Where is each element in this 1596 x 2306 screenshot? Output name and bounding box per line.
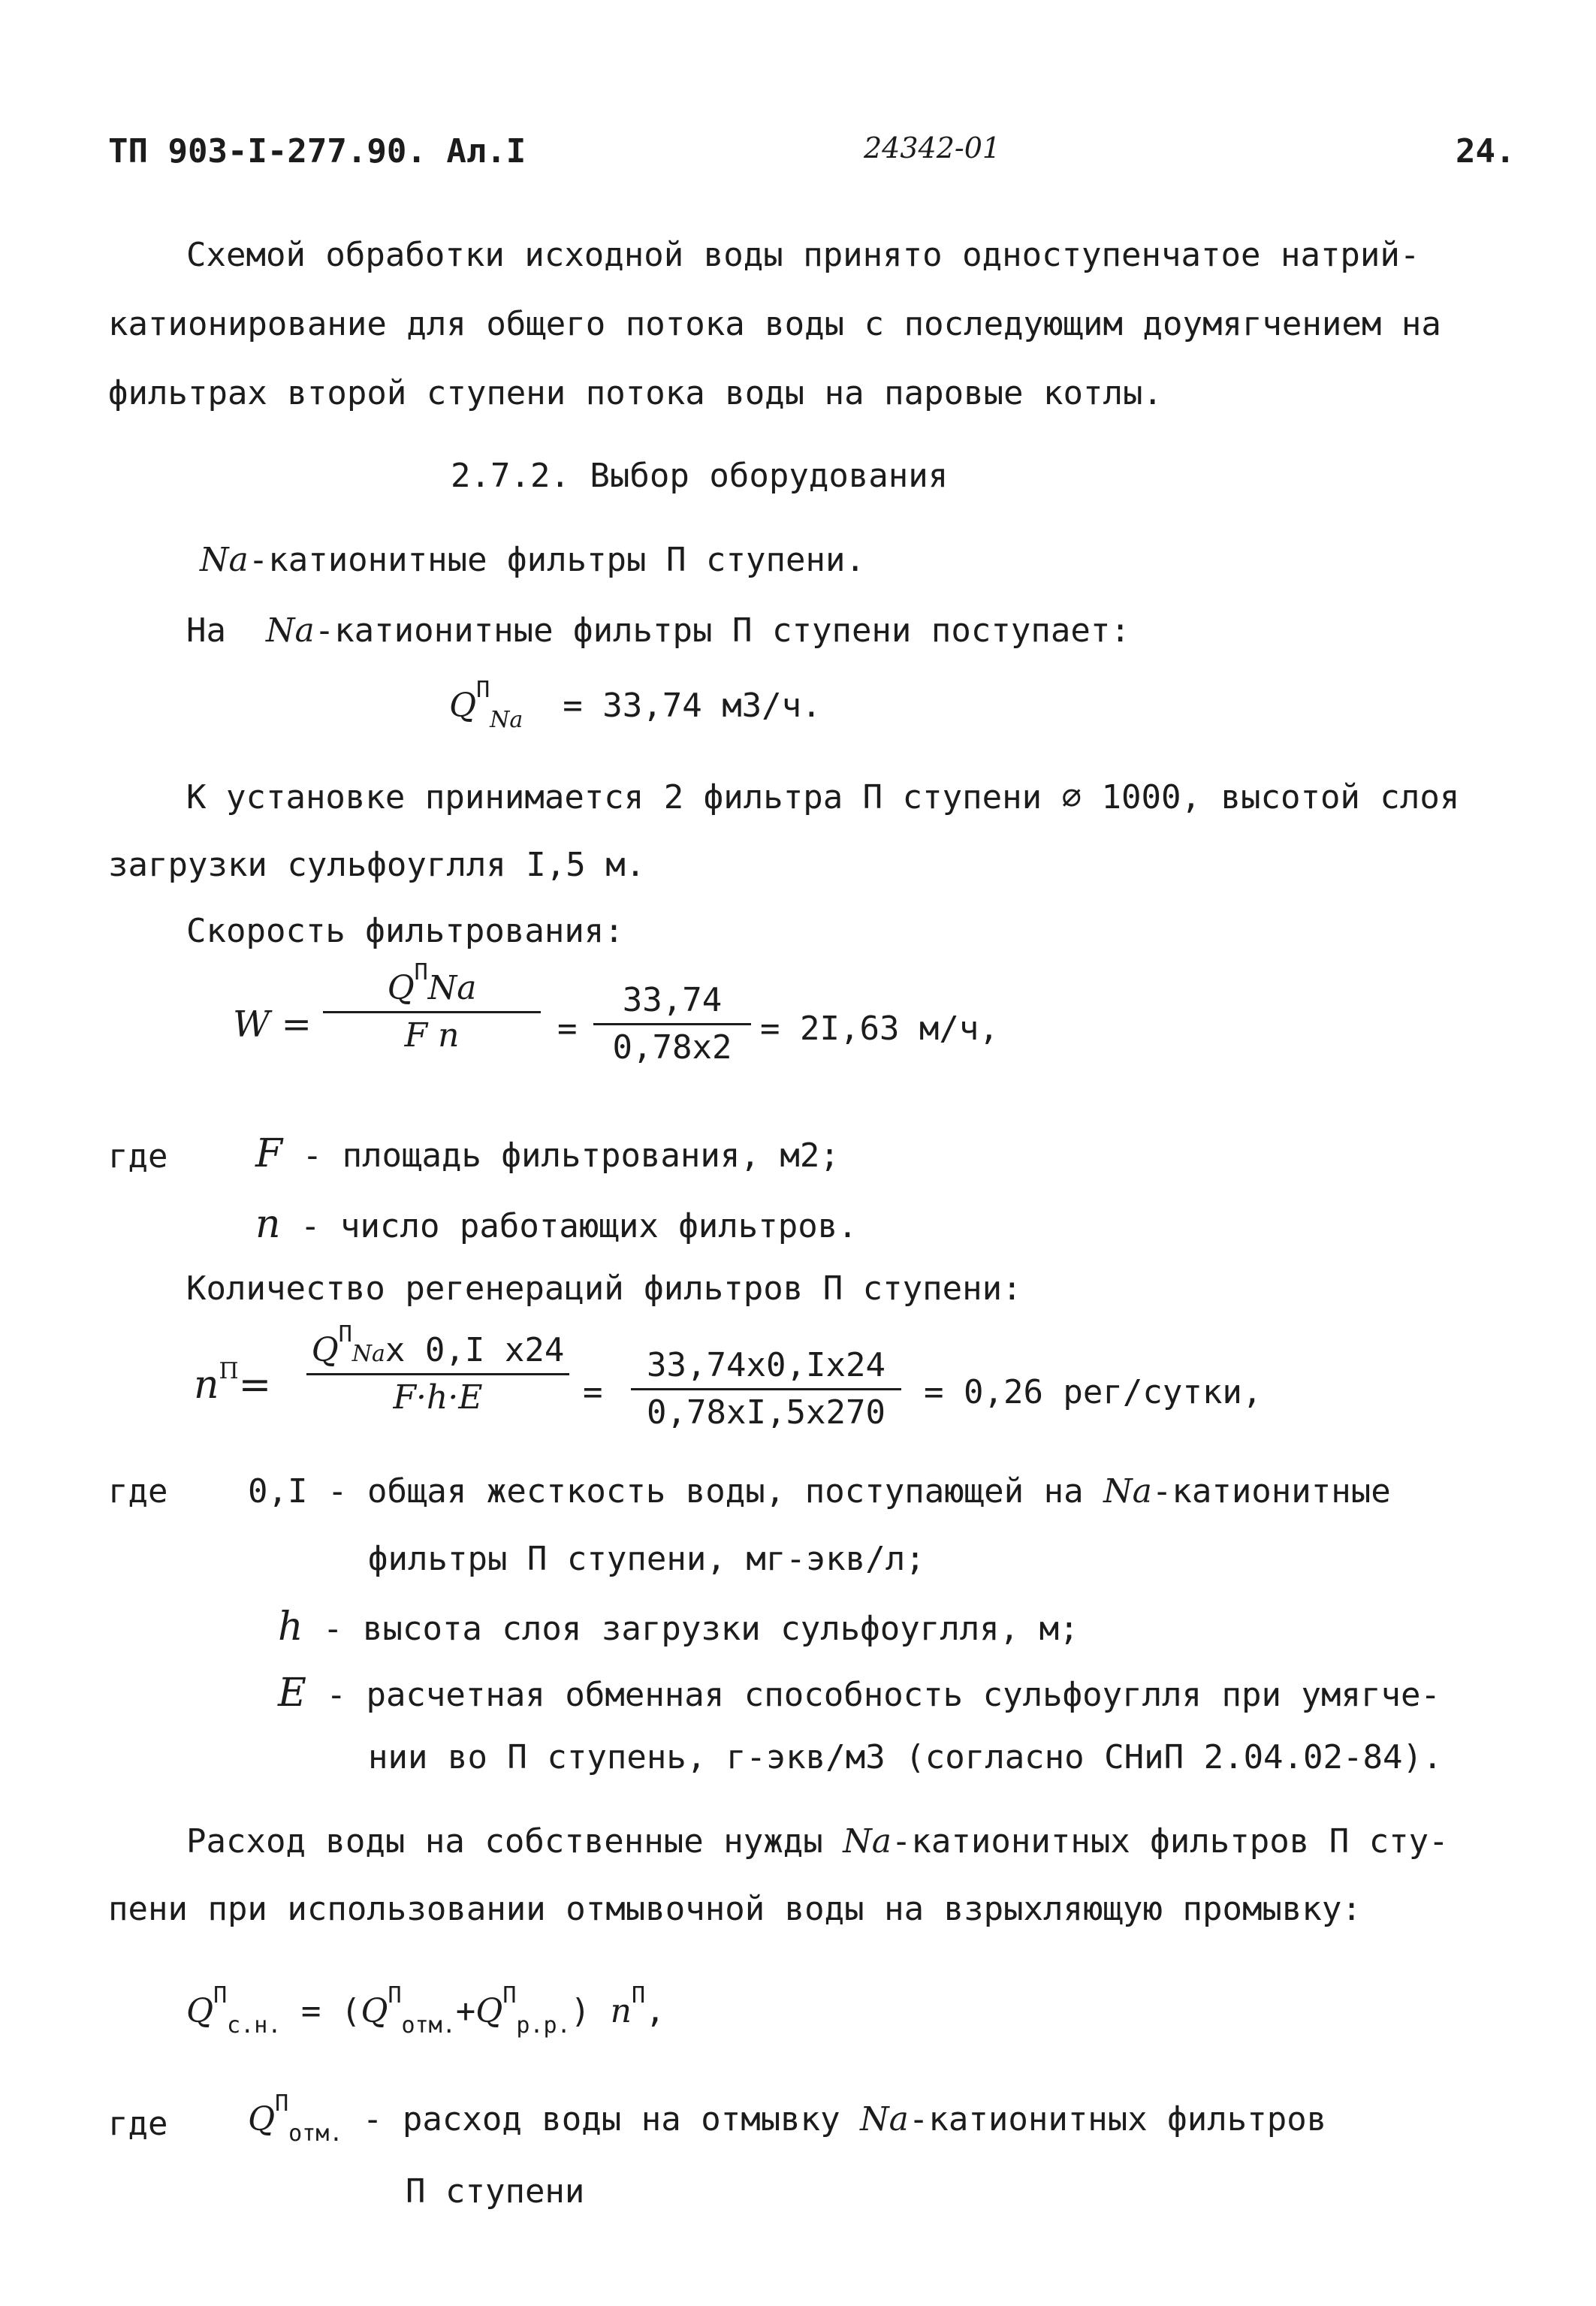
where-label-3: где	[108, 2105, 168, 2143]
page-number: 24.	[1456, 132, 1516, 171]
def-e: E - расчетная обменная способность сульфоуглля при умягче-	[278, 1671, 1441, 1716]
consumption-line-2: пени при использовании отмывочной воды на взрыхляющую промывку:	[108, 1890, 1362, 1928]
eq-n-fraction-2: 33,74x0,Ix24 0,78xI,5x270	[631, 1349, 901, 1429]
def-e-cont: нии во П ступень, г-экв/м3 (согласно СНиП 2.04.02-84).	[368, 1738, 1443, 1776]
def-n: n - число работающих фильтров.	[255, 1202, 858, 1247]
doc-code: ТП 903-I-277.90. Ал.I	[108, 132, 526, 171]
eq-w-result: = 2I,63 м/ч,	[760, 1010, 999, 1048]
eq-n-result: = 0,26 рег/сутки,	[924, 1373, 1263, 1411]
where-label-2: где	[108, 1472, 168, 1511]
eq-n-fraction-1: $Q^ПNax$ 0,I x24 F·h·E	[306, 1334, 569, 1414]
eq-n-equals: =	[583, 1373, 603, 1411]
intro-line-1: Схемой обработки исходной воды принято одноступенчатое натрий-	[186, 236, 1420, 274]
inflow-line: На Na-катионитные фильтры П ступени поступает:	[186, 611, 1130, 650]
intro-line-2: катионирование для общего потока воды с последующим доумягчением на	[108, 305, 1441, 343]
def-q-otm-cont: П ступени	[406, 2172, 585, 2211]
eq-w-equals: =	[557, 1010, 578, 1048]
speed-label: Скорость фильтрования:	[186, 912, 624, 950]
def-h: h - высота слоя загрузки сульфоуглля, м;	[278, 1604, 1079, 1650]
install-line-1: К установке принимается 2 фильтра П ступени ∅ 1000, высотой слоя	[186, 778, 1460, 816]
consumption-line-1: Расход воды на собственные нужды Na-катионитных фильтров П сту-	[186, 1822, 1449, 1861]
def-f: F - площадь фильтрования, м2;	[255, 1131, 840, 1176]
eq-w-fraction-2: 33,74 0,78x2	[593, 984, 751, 1064]
section-title: 2.7.2. Выбор оборудования	[451, 457, 949, 495]
eq-w-fraction-1: $Q^ПNa$ F n	[323, 972, 541, 1052]
where-label: где	[108, 1137, 168, 1176]
eq-n-lhs: $n^П=$	[194, 1358, 272, 1408]
intro-line-3: фильтрах второй ступени потока воды на паровые котлы.	[108, 374, 1163, 412]
install-line-2: загрузки сульфоуглля I,5 м.	[108, 846, 646, 884]
inventory-number: 24342-01	[864, 131, 1001, 164]
def-hardness: 0,I - общая жесткость воды, поступающей на Na-катионитные	[248, 1472, 1391, 1511]
equation-q-sn: $Q^П_{с.н.} = (Q^П_{отм.}+Q^П_{р.р.})$ $n^П$,	[186, 1982, 665, 2039]
equation-q-na: $Q^П_{Na} = 33,74$ м3/ч.	[449, 677, 822, 733]
def-q-otm: $Q^П_{отм.}$ - расход воды на отмывку Na-катионитных фильтров	[248, 2090, 1327, 2147]
filters-heading: Na-катионитные фильтры П ступени.	[200, 541, 865, 579]
regen-label: Количество регенераций фильтров П ступени:	[186, 1269, 1022, 1308]
na-symbol: Na	[200, 541, 249, 579]
eq-w-lhs: W =	[233, 1004, 312, 1046]
def-hardness-cont: фильтры П ступени, мг-экв/л;	[368, 1540, 925, 1578]
na-symbol: Na	[265, 611, 315, 650]
